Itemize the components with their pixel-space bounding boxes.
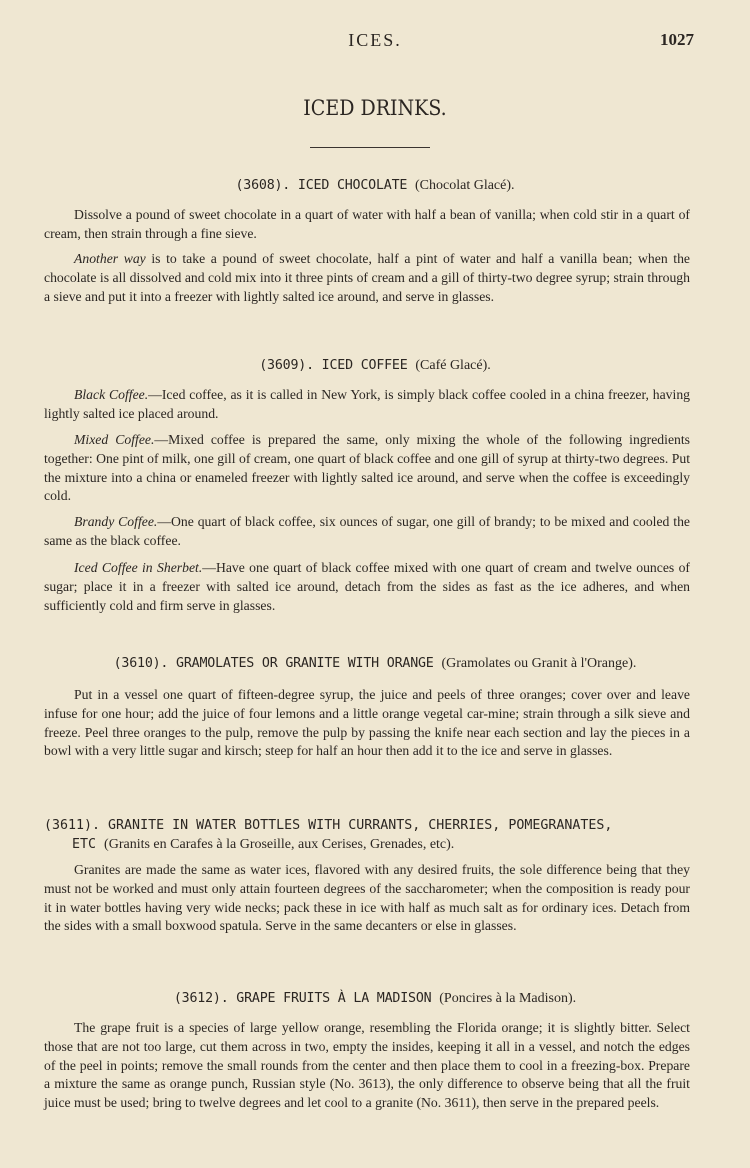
- section-heading-3612: [0, 991, 750, 1007]
- section-subtitle: (Café Glacé).: [415, 358, 491, 373]
- section-number-title: (3608). ICED CHOCOLATE: [235, 178, 408, 193]
- paragraph-text: The grape fruit is a species of large yellow orange, resembling the Florida orange; it is slightly bitter. Select those that are not too large, cut them across in two, empty the insides, keeping it all in a vessel, and notch the edges of the peel in points; remove the small rounds from the center and then place them to cool in a freezing-box. Prepare a mixture the same as orange punch, Russian style (No. 3613), the only difference to observe being that all the fruit juice must be used; bring to twelve degrees and let cool to a granite (No. 3611), then serve in the prepared peels.: [44, 1020, 690, 1111]
- paragraph-lead: Another way: [74, 251, 146, 266]
- paragraph: [44, 559, 690, 615]
- paragraph-lead: Brandy Coffee.: [74, 514, 158, 529]
- section-subtitle: (Poncires à la Madison).: [439, 991, 577, 1006]
- section-subtitle: (Chocolat Glacé).: [415, 178, 515, 193]
- section-number-title: (3610). GRAMOLATES OR GRANITE WITH ORANGE: [113, 656, 434, 671]
- paragraph: [44, 386, 690, 424]
- paragraph-text: Dissolve a pound of sweet chocolate in a quart of water with half a bean of vanilla; when cold stir in a quart of cream, then strain through a fine sieve.: [44, 207, 690, 241]
- paragraph: [44, 686, 690, 761]
- paragraph-text: is to take a pound of sweet chocolate, half a pint of water and half a vanilla bean; when the chocolate is all dissolved and cold mix into it three pints of cream and a gill of thirty-two degree syrup; strain through a sieve and put it into a freezer with lightly salted ice around, and serve in glasses.: [44, 251, 690, 304]
- paragraph-text: —Have one quart of black coffee mixed with one quart of cream and twelve ounces of sugar; place it in a freezer with salted ice around, detach from the sides as fast as the ice adheres, and when sufficiently cold and firm serve in glasses.: [44, 560, 690, 613]
- section-subtitle: (Granits en Carafes à la Groseille, aux Cerises, Grenades, etc).: [104, 837, 455, 852]
- section-number-title: (3609). ICED COFFEE: [259, 358, 408, 373]
- running-title: ICES.: [348, 30, 402, 50]
- paragraph-text: Put in a vessel one quart of fifteen-degree syrup, the juice and peels of three oranges; cover over and leave infuse for one hour; add the juice of four lemons and a little orange vegetal car-mine; strain through a silk sieve and freeze. Peel three oranges to the pulp, remove the pulp by passing the knife near each section and lay the pieces in a bowl with a very little sugar and kirsch; steep for half an hour then add it to the ice and serve in glasses.: [44, 687, 690, 759]
- paragraph-text: Granites are made the same as water ices, flavored with any desired fruits, the sole difference being that they must not be worked and must only attain fourteen degrees of the saccharometer; when the composition is ready pour it in water bottles having very wide necks; pack these in ice with half as much salt as for ordinary ices. Detach from the sides with a small boxwood spatula. Serve in the same decanters or else in glasses.: [44, 862, 690, 934]
- paragraph: [44, 1019, 690, 1113]
- paragraph: [44, 206, 690, 244]
- page-heading: ICED DRINKS.: [303, 95, 447, 121]
- paragraph-text: —Mixed coffee is prepared the same, only mixing the whole of the following ingredients together: One pint of milk, one gill of cream, one quart of black coffee and one gill of syrup at thirty-two degrees. Put the mixture into a china or enameled freezer with lightly salted ice around, and serve when the coffee is exceedingly cold.: [44, 432, 690, 504]
- paragraph-text: —One quart of black coffee, six ounces of sugar, one gill of brandy; to be mixed and cooled the same as the black coffee.: [44, 514, 690, 548]
- page-number: 1027: [660, 30, 694, 49]
- paragraph-lead: Black Coffee.: [74, 387, 149, 402]
- paragraph-text: —Iced coffee, as it is called in New York, is simply black coffee cooled in a china freezer, having lightly salted ice placed around.: [44, 387, 691, 421]
- section-heading-3611: [44, 816, 690, 854]
- paragraph: [44, 861, 690, 936]
- section-number-title: (3611). GRANITE IN WATER BOTTLES WITH CURRANTS, CHERRIES, POMEGRANATES,: [44, 818, 613, 833]
- section-subtitle: (Gramolates ou Granit à l'Orange).: [441, 656, 637, 671]
- section-number-title: (3612). GRAPE FRUITS À LA MADISON: [173, 991, 432, 1006]
- section-heading-3610: [0, 656, 750, 672]
- section-title-continued: ETC: [72, 837, 97, 852]
- paragraph-lead: Mixed Coffee.: [74, 432, 155, 447]
- paragraph: [44, 250, 690, 306]
- paragraph: [44, 431, 690, 506]
- title-rule: [310, 147, 430, 148]
- paragraph-lead: Iced Coffee in Sherbet.: [74, 560, 203, 575]
- running-head: [0, 30, 750, 54]
- paragraph: [44, 513, 690, 551]
- section-heading-3608: [0, 178, 750, 194]
- section-heading-3609: [0, 358, 750, 374]
